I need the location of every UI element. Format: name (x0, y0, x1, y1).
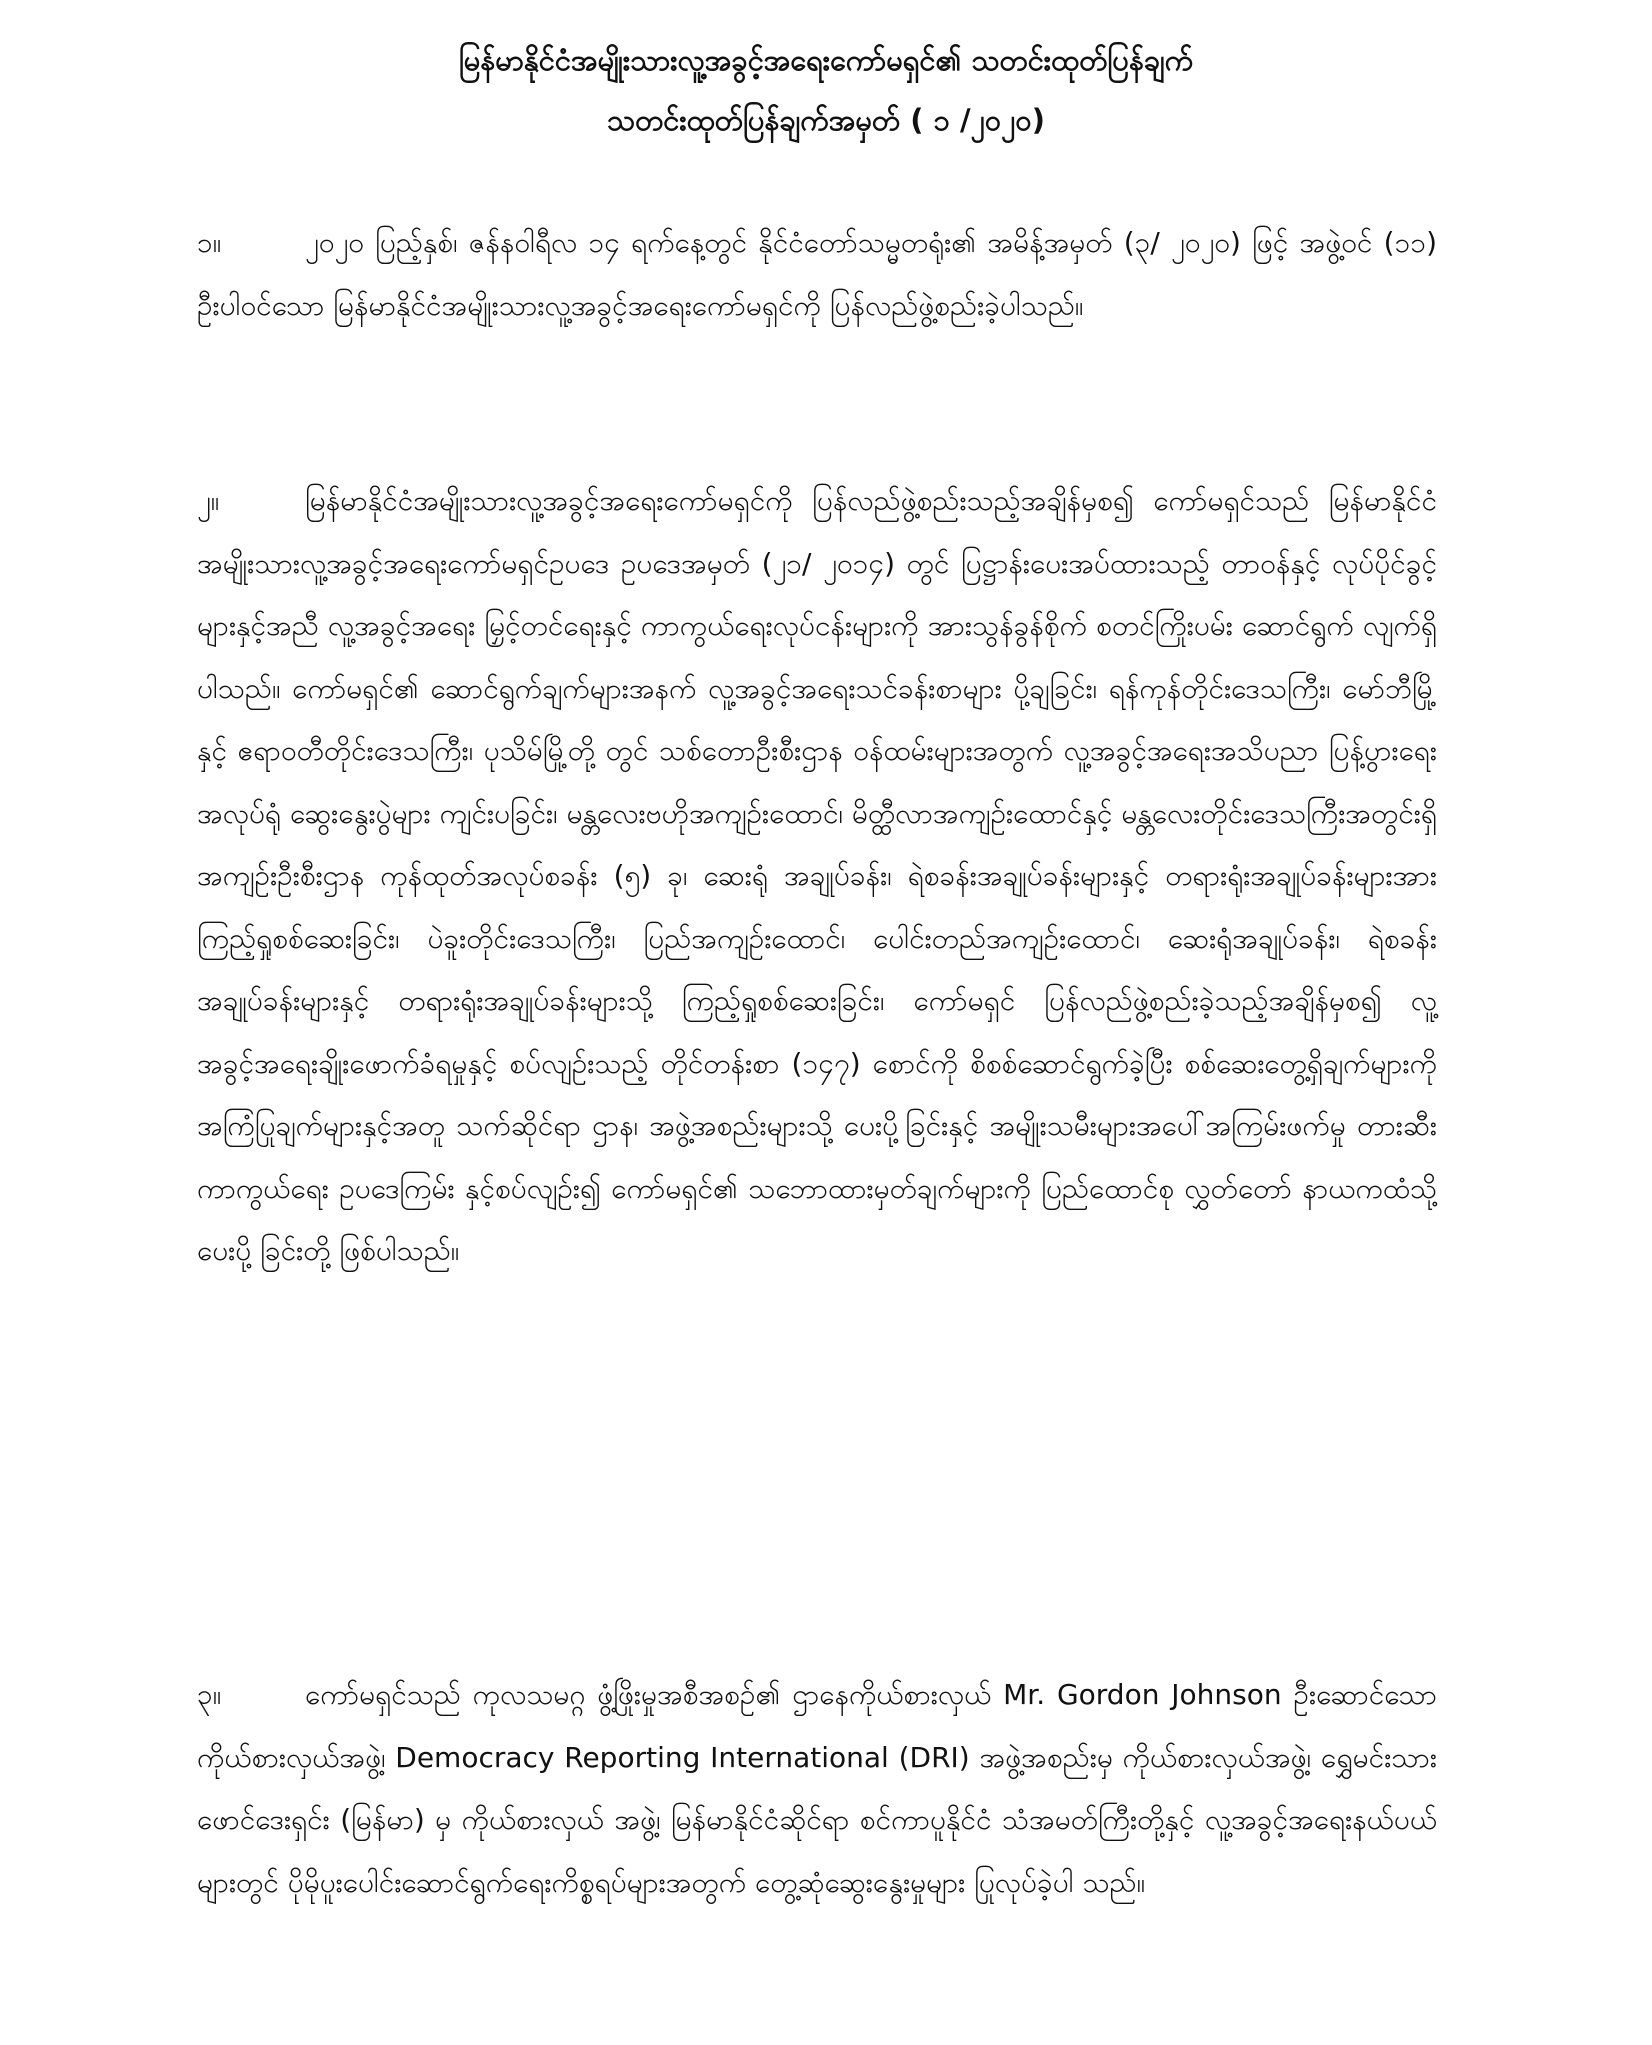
paragraph-3 (197, 1664, 1437, 1914)
paragraph-text: ၂၀၂၀ ပြည့်နှစ်၊ ဇန်နဝါရီလ ၁၄ ရက်နေ့တွင် နိုင်ငံတော်သမ္မတရုံး၏ အမိန့်အမှတ် (၃/ ၂၀၂၀) ဖြင့် အဖွဲ့ဝင် (၁၁) ဦးပါဝင်သော မြန်မာနိုင်ငံအမျိုးသားလူ့အခွင့်အရေးကော်မရှင်ကို ပြန်လည်ဖွဲ့စည်းခဲ့ပါသည်။ (197, 226, 1437, 322)
paragraph-text: ကော်မရှင်သည် ကုလသမဂ္ဂ ဖွံ့ဖြိုးမှုအစီအစဉ်၏ ဌာနေကိုယ်စားလှယ် Mr. Gordon Johnson ဦးဆောင်သော ကိုယ်စားလှယ်အဖွဲ့၊ Democracy Reporting International (DRI) အဖွဲ့အစည်းမှ ကိုယ်စားလှယ်အဖွဲ့၊ ရွှေမင်းသားဖောင်ဒေးရှင်း (မြန်မာ) မှ ကိုယ်စားလှယ် အဖွဲ့၊ မြန်မာနိုင်ငံဆိုင်ရာ စင်ကာပူနိုင်ငံ သံအမတ်ကြီးတို့နှင့် လူ့အခွင့်အရေးနယ်ပယ်များတွင် ပိုမိုပူးပေါင်းဆောင်ရွက်ရေးကိစ္စရပ်များအတွက် တွေ့ဆုံဆွေးနွေးမှုများ ပြုလုပ်ခဲ့ပါ သည်။ (197, 1678, 1437, 1899)
paragraph-text: မြန်မာနိုင်ငံအမျိုးသားလူ့အခွင့်အရေးကော်မရှင်ကို ပြန်လည်ဖွဲ့စည်းသည့်အချိန်မှစ၍ ကော်မရှင်သည် မြန်မာနိုင်ငံအမျိုးသားလူ့အခွင့်အရေးကော်မရှင်ဥပဒေ ဥပဒေအမှတ် (၂၁/ ၂၀၁၄) တွင် ပြဋ္ဌာန်းပေးအပ်ထားသည့် တာဝန်နှင့် လုပ်ပိုင်ခွင့်များနှင့်အညီ လူ့အခွင့်အရေး မြှင့်တင်ရေးနှင့် ကာကွယ်ရေးလုပ်ငန်းများကို အားသွန်ခွန်စိုက် စတင်ကြိုးပမ်း ဆောင်ရွက် လျက်ရှိပါသည်။ ကော်မရှင်၏ ဆောင်ရွက်ချက်များအနက် လူ့အခွင့်အရေးသင်ခန်းစာများ ပို့ချခြင်း၊ ရန်ကုန်တိုင်းဒေသကြီး၊ မော်ဘီမြို့နှင့် ဧရာဝတီတိုင်းဒေသကြီး၊ ပုသိမ်မြို့တို့ တွင် သစ်တောဦးစီးဌာန ဝန်ထမ်းများအတွက် လူ့အခွင့်အရေးအသိပညာ ပြန့်ပွားရေး အလုပ်ရုံ ဆွေးနွေးပွဲများ ကျင်းပခြင်း၊ မန္တလေးဗဟိုအကျဉ်းထောင်၊ မိတ္ထီလာအကျဉ်းထောင်နှင့် မန္တလေးတိုင်းဒေသကြီးအတွင်းရှိ အကျဉ်းဦးစီးဌာန ကုန်ထုတ်အလုပ်စခန်း (၅) ခု၊ ဆေးရုံ အချုပ်ခန်း၊ ရဲစခန်းအချုပ်ခန်းများနှင့် တရားရုံးအချုပ်ခန်းများအား ကြည့်ရှုစစ်ဆေးခြင်း၊ ပဲခူးတိုင်းဒေသကြီး၊ ပြည်အကျဉ်းထောင်၊ ပေါင်းတည်အကျဉ်းထောင်၊ ဆေးရုံအချုပ်ခန်း၊ ရဲစခန်းအချုပ်ခန်းများနှင့် တရားရုံးအချုပ်ခန်းများသို့ ကြည့်ရှုစစ်ဆေးခြင်း၊ ကော်မရှင် ပြန်လည်ဖွဲ့စည်းခဲ့သည့်အချိန်မှစ၍ လူ့အခွင့်အရေးချိုးဖောက်ခံရမှုနှင့် စပ်လျဉ်းသည့် တိုင်တန်းစာ (၁၄၇) စောင်ကို စိစစ်ဆောင်ရွက်ခဲ့ပြီး စစ်ဆေးတွေ့ရှိချက်များကို အကြံပြုချက်များနှင့်အတူ သက်ဆိုင်ရာ ဌာန၊ အဖွဲ့အစည်းများသို့ ပေးပို့ခြင်းနှင့် အမျိုးသမီးများအပေါ်အကြမ်းဖက်မှု တားဆီးကာကွယ်ရေး ဥပဒေကြမ်း နှင့်စပ်လျဉ်း၍ ကော်မရှင်၏ သဘောထားမှတ်ချက်များကို ပြည်ထောင်စု လွှတ်တော် နာယကထံသို့ ပေးပို့ ခြင်းတို့ ဖြစ်ပါသည်။ (197, 484, 1437, 1267)
paragraph-1 (197, 212, 1437, 337)
document-title: မြန်မာနိုင်ငံအမျိုးသားလူ့အခွင့်အရေးကော်မရှင်၏ သတင်းထုတ်ပြန်ချက် (458, 43, 1194, 77)
paragraph-number: ၁။ (197, 226, 222, 259)
release-number: သတင်းထုတ်ပြန်ချက်အမှတ် ( ၁ /၂၀၂၀) (607, 103, 1045, 137)
paragraph-number: ၃။ (197, 1678, 222, 1711)
paragraph-2 (197, 470, 1437, 1283)
document-header (0, 30, 1652, 150)
paragraph-number: ၂။ (197, 484, 220, 517)
